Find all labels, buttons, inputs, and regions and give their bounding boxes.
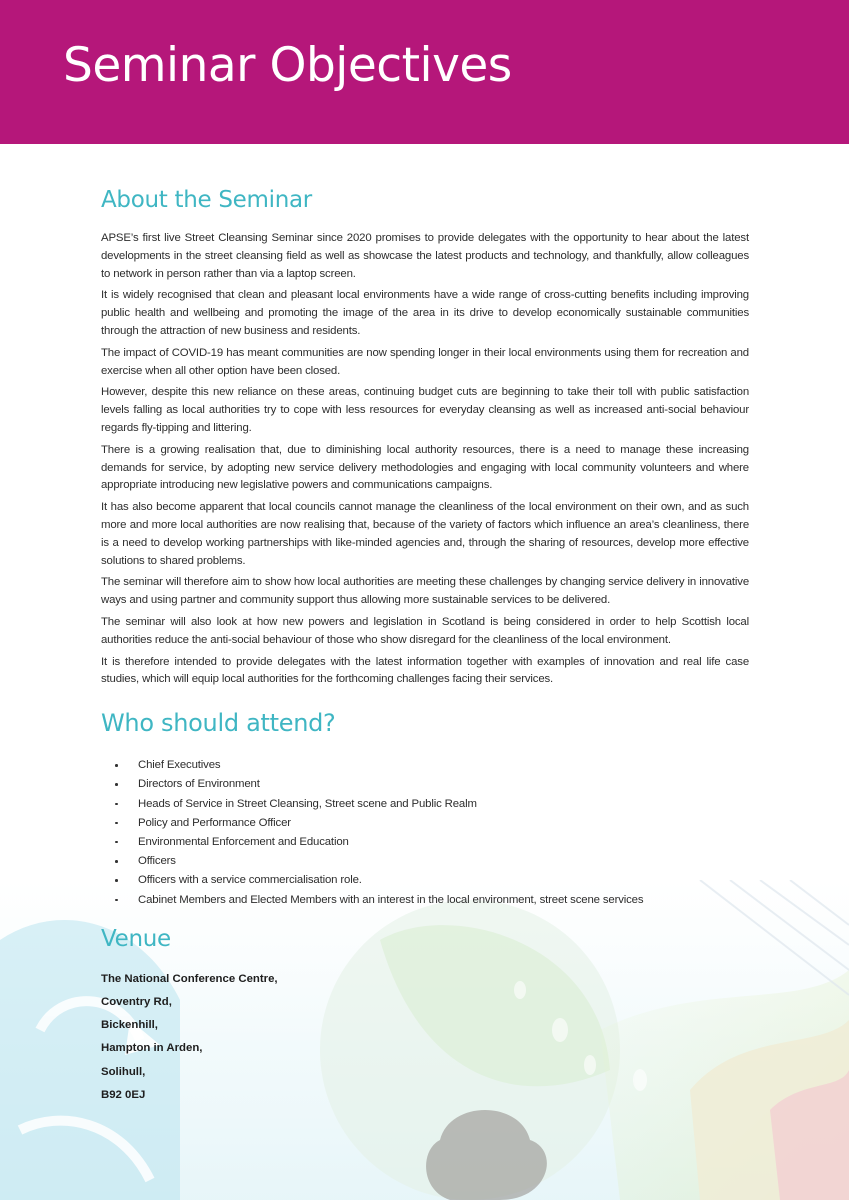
about-paragraph: It has also become apparent that local councils cannot manage the cleanliness of the local environment on their own, and as such more and more local authorities are now realising that, because of the variety of factors which influence an area’s cleanliness, there is a need to develop working partnerships with like-minded agencies and, through the sharing of resources, develop more effective solutions to shared problems. — [101, 501, 749, 567]
bullet-icon — [115, 764, 118, 767]
list-item-text: Officers — [138, 855, 176, 868]
address-line: The National Conference Centre, — [101, 972, 278, 985]
list-item-text: Policy and Performance Officer — [138, 816, 291, 829]
about-paragraph: The seminar will also look at how new powers and legislation in Scotland is being considered in order to help Scottish local authorities reduce the anti-social behaviour of those who show disregard for the cleanliness of the local environment. — [101, 615, 749, 646]
bullet-icon — [115, 879, 118, 882]
list-item — [101, 871, 749, 890]
page-title: Seminar Objectives — [63, 38, 512, 93]
audience-list — [101, 756, 749, 910]
who-section — [101, 705, 749, 910]
address-line: B92 0EJ — [101, 1088, 146, 1101]
about-paragraph: It is widely recognised that clean and pleasant local environments have a wide range of cross-cutting benefits including improving public health and wellbeing and promoting the image of the area in its drive to develop economically sustainable communities through the attraction of new business and residents. — [101, 289, 749, 337]
about-paragraph: APSE’s first live Street Cleansing Seminar since 2020 promises to provide delegates with the opportunity to hear about the latest developments in the street cleansing field as well as showcase the latest products and technology, and thankfully, allow colleagues to network in person rather than via a laptop screen. — [101, 232, 749, 280]
bullet-icon — [115, 899, 118, 902]
list-item-text: Heads of Service in Street Cleansing, Street scene and Public Realm — [138, 797, 477, 810]
address-line: Bickenhill, — [101, 1019, 158, 1032]
venue-section — [101, 922, 749, 1107]
list-item-text: Directors of Environment — [138, 778, 260, 791]
about-paragraph: The impact of COVID-19 has meant communities are now spending longer in their local environments using them for recreation and exercise when all other option have been closed. — [101, 346, 749, 377]
list-item-text: Officers with a service commercialisation role. — [138, 874, 362, 887]
bullet-icon — [115, 803, 118, 806]
bullet-icon — [115, 841, 118, 844]
bullet-icon — [115, 822, 118, 825]
bullet-icon — [115, 860, 118, 863]
venue-heading: Venue — [101, 925, 171, 952]
about-paragraph: However, despite this new reliance on these areas, continuing budget cuts are beginning to take their toll with public satisfaction levels falling as local authorities try to cope with less resources for everyday cleansing as well as increased anti-social behaviour regards fly-tipping and littering. — [101, 386, 749, 434]
bullet-icon — [115, 783, 118, 786]
list-item — [101, 852, 749, 871]
list-item — [101, 833, 749, 852]
address-line: Solihull, — [101, 1065, 146, 1078]
list-item — [101, 795, 749, 814]
address-line: Coventry Rd, — [101, 995, 172, 1008]
about-paragraph: It is therefore intended to provide delegates with the latest information together with examples of innovation and real life case studies, which will equip local authorities for the forthcoming challenges facing their services. — [101, 655, 749, 686]
list-item — [101, 756, 749, 775]
about-paragraph: The seminar will therefore aim to show how local authorities are meeting these challenges by changing service delivery in innovative ways and using partner and community support thus allowing more sustainable services to be delivered. — [101, 576, 749, 607]
title-banner — [0, 0, 849, 144]
list-item — [101, 775, 749, 794]
main-content — [101, 182, 749, 1107]
list-item-text: Cabinet Members and Elected Members with an interest in the local environment, street scene services — [138, 893, 644, 906]
list-item — [101, 891, 749, 910]
address-line: Hampton in Arden, — [101, 1042, 203, 1055]
about-heading: About the Seminar — [101, 187, 312, 213]
about-paragraph: There is a growing realisation that, due to diminishing local authority resources, there is a need to manage these increasing demands for service, by adopting new service delivery methodologies and engaging with local community volunteers and where appropriate introducing new legislative powers and communications campaigns. — [101, 443, 749, 492]
list-item — [101, 814, 749, 833]
who-heading: Who should attend? — [101, 709, 336, 738]
list-item-text: Environmental Enforcement and Education — [138, 835, 349, 848]
about-section — [101, 182, 749, 689]
list-item-text: Chief Executives — [138, 759, 221, 772]
